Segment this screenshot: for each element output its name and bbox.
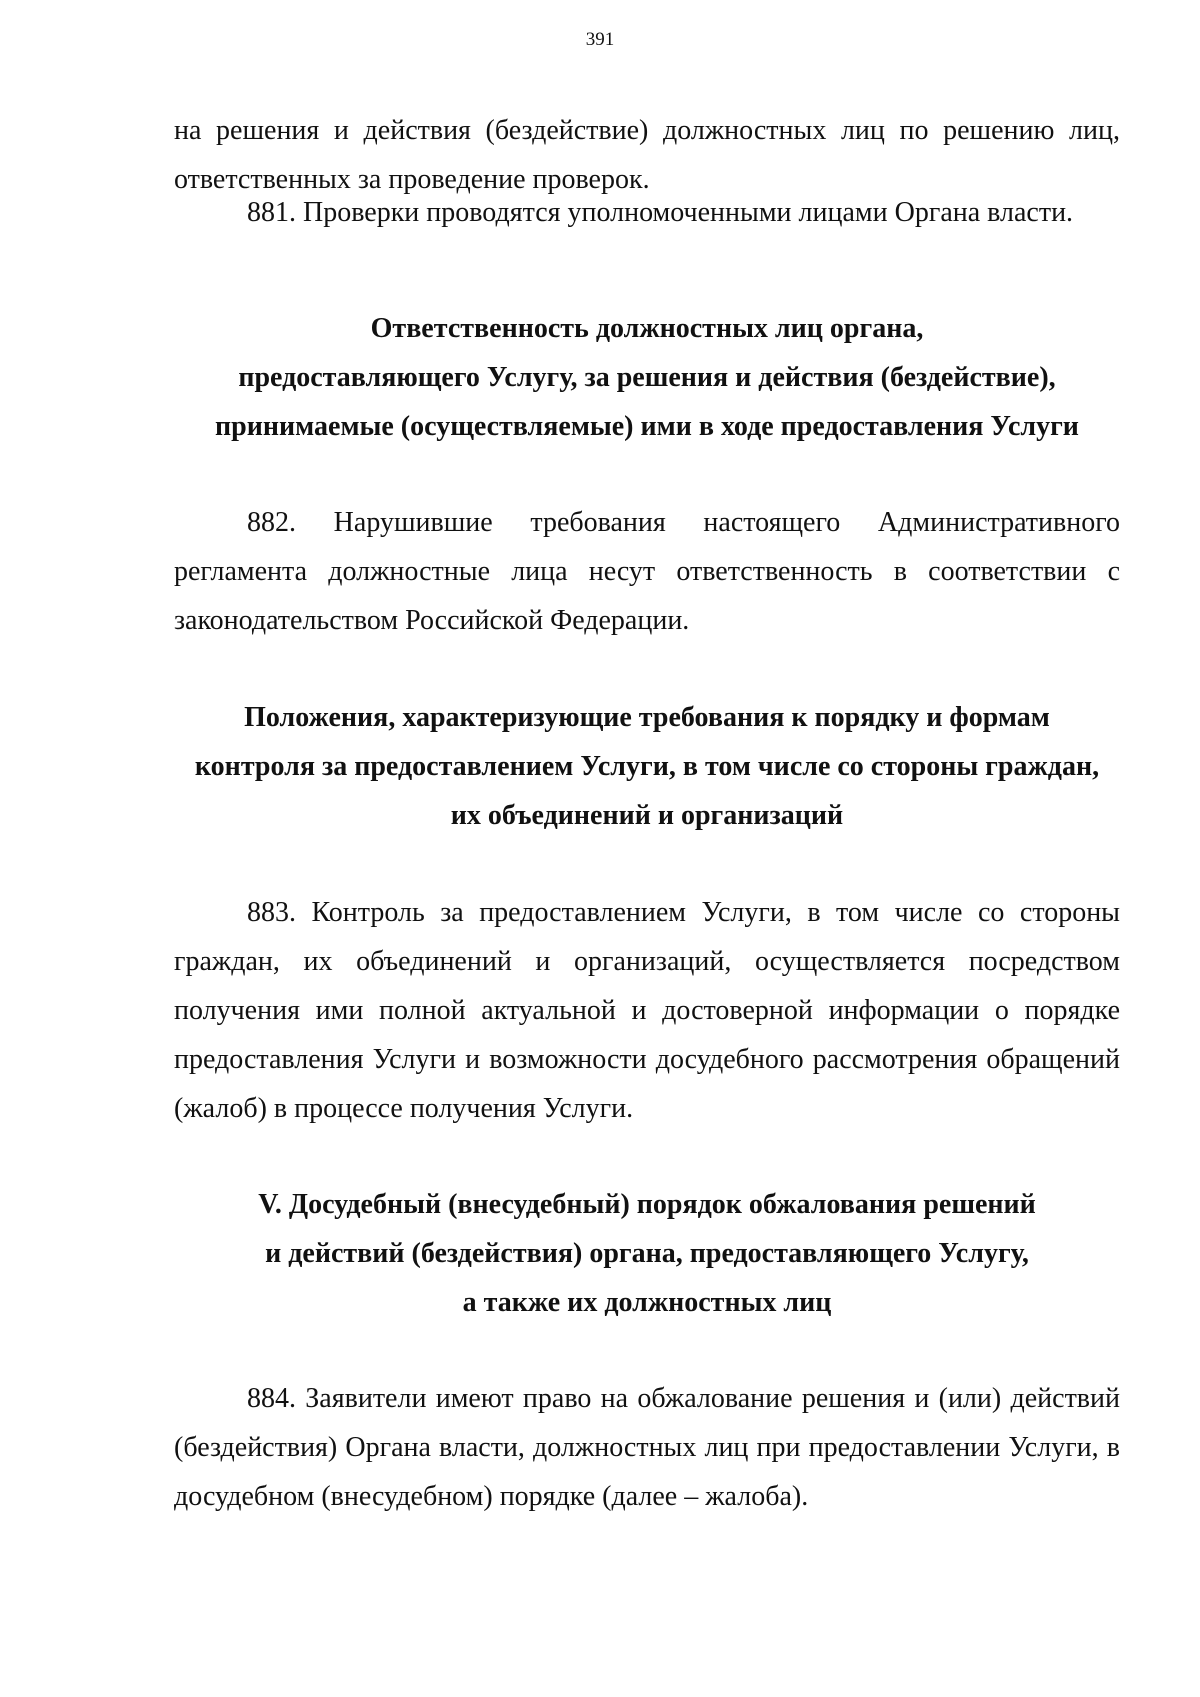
paragraph-881: 881. Проверки проводятся уполномоченными лицами Органа власти. <box>247 197 1074 228</box>
paragraph-884: 884. Заявители имеют право на обжалование решения и (или) действий (бездействия) Органа власти, должностных лиц при предоставлении Услуги, в досудебном (внесудебном) порядке (далее – жалоба). <box>174 1383 1120 1512</box>
heading-line: их объединений и организаций <box>450 800 844 831</box>
paragraph-intro: на решения и действия (бездействие) должностных лиц по решению лиц, ответственных за проведение проверок. <box>174 115 1120 195</box>
section-heading-responsibility <box>150 304 1144 451</box>
heading-line: и действий (бездействия) органа, предоставляющего Услугу, <box>265 1238 1029 1269</box>
heading-line: Ответственность должностных лиц органа, <box>370 313 924 344</box>
paragraph-883: 883. Контроль за предоставлением Услуги, в том числе со стороны граждан, их объединений и организаций, осуществляется посредством получения ими полной актуальной и достоверной информации о порядке предоставления Услуги и возможности досудебного рассмотрения обращений (жалоб) в процессе получения Услуги. <box>174 897 1120 1124</box>
heading-line: а также их должностных лиц <box>462 1287 832 1318</box>
section-heading-control <box>150 693 1144 840</box>
section-heading-appeal <box>150 1180 1144 1327</box>
heading-line: V. Досудебный (внесудебный) порядок обжалования решений <box>258 1189 1036 1220</box>
heading-line: принимаемые (осуществляемые) ими в ходе предоставления Услуги <box>215 411 1079 442</box>
page-number: 391 <box>585 29 615 50</box>
heading-line: предоставляющего Услугу, за решения и действия (бездействие), <box>238 362 1056 393</box>
heading-line: контроля за предоставлением Услуги, в том числе со стороны граждан, <box>194 751 1100 782</box>
paragraph-882: 882. Нарушившие требования настоящего Административного регламента должностные лица несут ответственность в соответствии с законодательством Российской Федерации. <box>174 507 1120 636</box>
heading-line: Положения, характеризующие требования к порядку и формам <box>244 702 1050 733</box>
